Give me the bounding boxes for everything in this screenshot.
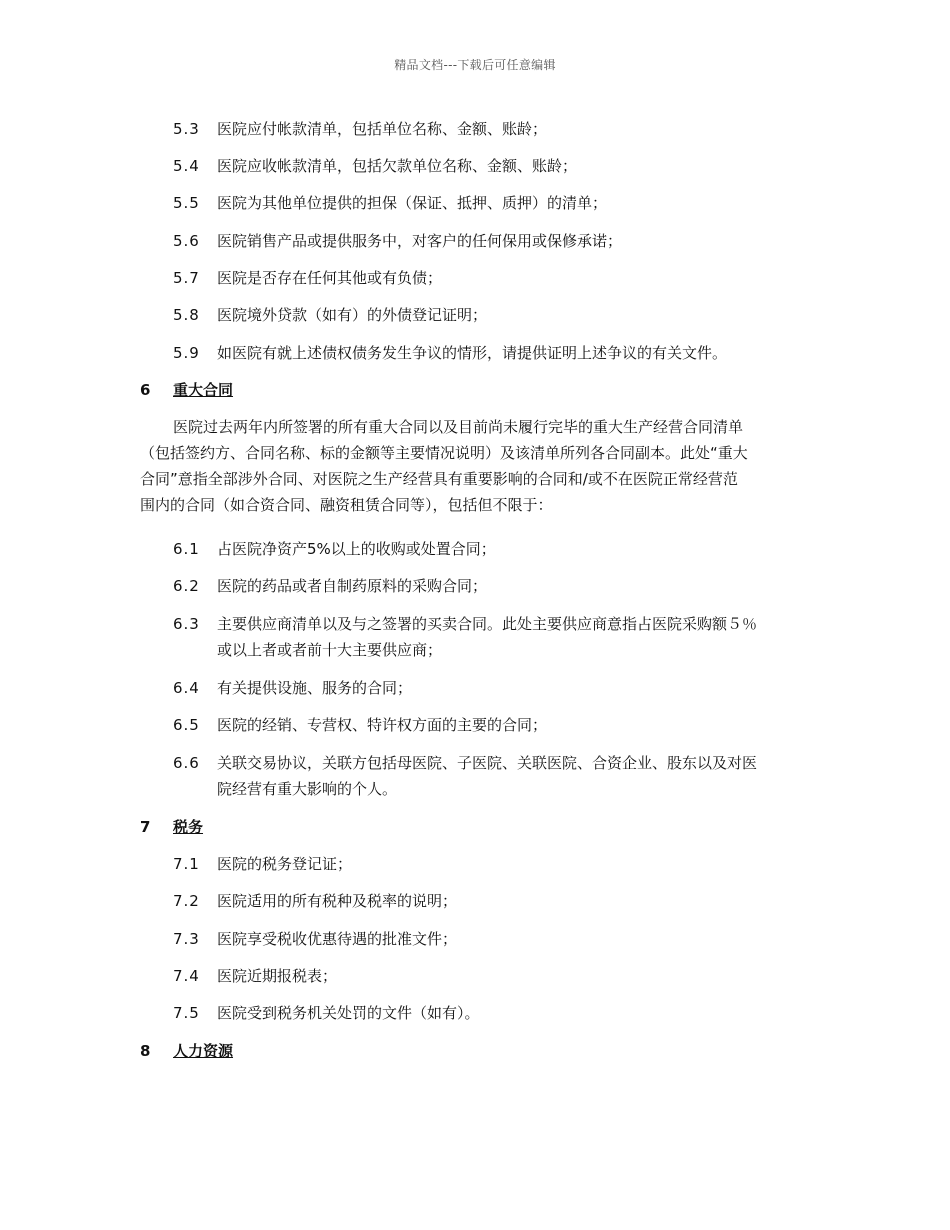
item-number: 7.3 [173,930,200,948]
item-text: 或以上者或者前十大主要供应商； [217,641,443,659]
list-item [173,926,457,952]
list-item [173,750,757,776]
item-number: 5.8 [173,306,200,324]
item-number: 7.5 [173,1004,200,1022]
paragraph-line: （包括签约方、合同名称、标的金额等主要情况说明）及该清单所列各合同副本。此处“重大 [140,444,748,462]
item-text: 占医院净资产5%以上的收购或处置合同； [217,540,496,558]
item-text: 医院应付帐款清单，包括单位名称、金额、账龄； [217,120,548,138]
item-text: 医院为其他单位提供的担保（保证、抵押、质押）的清单； [217,194,608,212]
list-item [173,340,727,366]
item-number: 6.1 [173,540,200,558]
section-number: 8 [140,1042,151,1060]
item-text: 医院境外贷款（如有）的外债登记证明； [217,306,488,324]
list-item [173,302,487,328]
list-item [173,1000,480,1026]
item-text: 院经营有重大影响的个人。 [217,780,398,798]
paragraph-line: 围内的合同（如合资合同、融资租赁合同等），包括但不限于： [140,496,553,514]
section-heading-6 [140,377,233,403]
section-paragraph [140,414,812,518]
list-item [173,265,442,291]
item-text: 医院享受税收优惠待遇的批准文件； [217,930,458,948]
list-item-continuation [173,776,397,802]
list-item [173,190,607,216]
list-item [173,116,547,142]
item-text: 医院适用的所有税种及税率的说明； [217,892,458,910]
item-text: 主要供应商清单以及与之签署的买卖合同。此处主要供应商意指占医院采购额５％ [217,615,758,633]
item-text: 如医院有就上述债权债务发生争议的情形，请提供证明上述争议的有关文件。 [217,344,728,362]
item-number: 5.7 [173,269,200,287]
item-number: 7.1 [173,855,200,873]
list-item [173,153,577,179]
item-number: 7.4 [173,967,200,985]
item-text: 医院的税务登记证； [217,855,353,873]
section-heading-7 [140,814,203,840]
item-number: 6.6 [173,754,200,772]
item-text: 关联交易协议，关联方包括母医院、子医院、关联医院、合资企业、股东以及对医 [217,754,758,772]
paragraph-line: 医院过去两年内所签署的所有重大合同以及目前尚未履行完毕的重大生产经营合同清单 [173,418,744,436]
item-number: 6.4 [173,679,200,697]
list-item [173,888,457,914]
list-item [173,712,547,738]
list-item [173,611,757,637]
list-item [173,851,352,877]
item-number: 6.2 [173,577,200,595]
list-item [173,675,412,701]
item-text: 医院应收帐款清单，包括欠款单位名称、金额、账龄； [217,157,578,175]
item-number: 5.4 [173,157,200,175]
item-text: 医院受到税务机关处罚的文件（如有）。 [217,1004,480,1022]
section-title: 人力资源 [173,1042,234,1060]
item-text: 医院近期报税表； [217,967,338,985]
section-number: 6 [140,381,151,399]
item-text: 医院销售产品或提供服务中，对客户的任何保用或保修承诺； [217,232,623,250]
list-item-continuation [173,637,442,663]
item-number: 5.3 [173,120,200,138]
list-item [173,573,487,599]
item-number: 5.9 [173,344,200,362]
list-item [173,536,496,562]
item-number: 5.5 [173,194,200,212]
list-item [173,228,622,254]
section-title: 重大合同 [173,381,234,399]
page-header: 精品文档---下载后可任意编辑 [394,58,556,72]
item-text: 有关提供设施、服务的合同； [217,679,413,697]
item-text: 医院是否存在任何其他或有负债； [217,269,443,287]
item-number: 6.3 [173,615,200,633]
section-title: 税务 [173,818,204,836]
section-number: 7 [140,818,151,836]
paragraph-line: 合同”意指全部涉外合同、对医院之生产经营具有重要影响的合同和/或不在医院正常经营范 [140,470,738,488]
item-number: 5.6 [173,232,200,250]
item-text: 医院的药品或者自制药原料的采购合同； [217,577,488,595]
list-item [173,963,337,989]
item-text: 医院的经销、专营权、特许权方面的主要的合同； [217,716,548,734]
item-number: 7.2 [173,892,200,910]
section-heading-8 [140,1038,233,1064]
item-number: 6.5 [173,716,200,734]
